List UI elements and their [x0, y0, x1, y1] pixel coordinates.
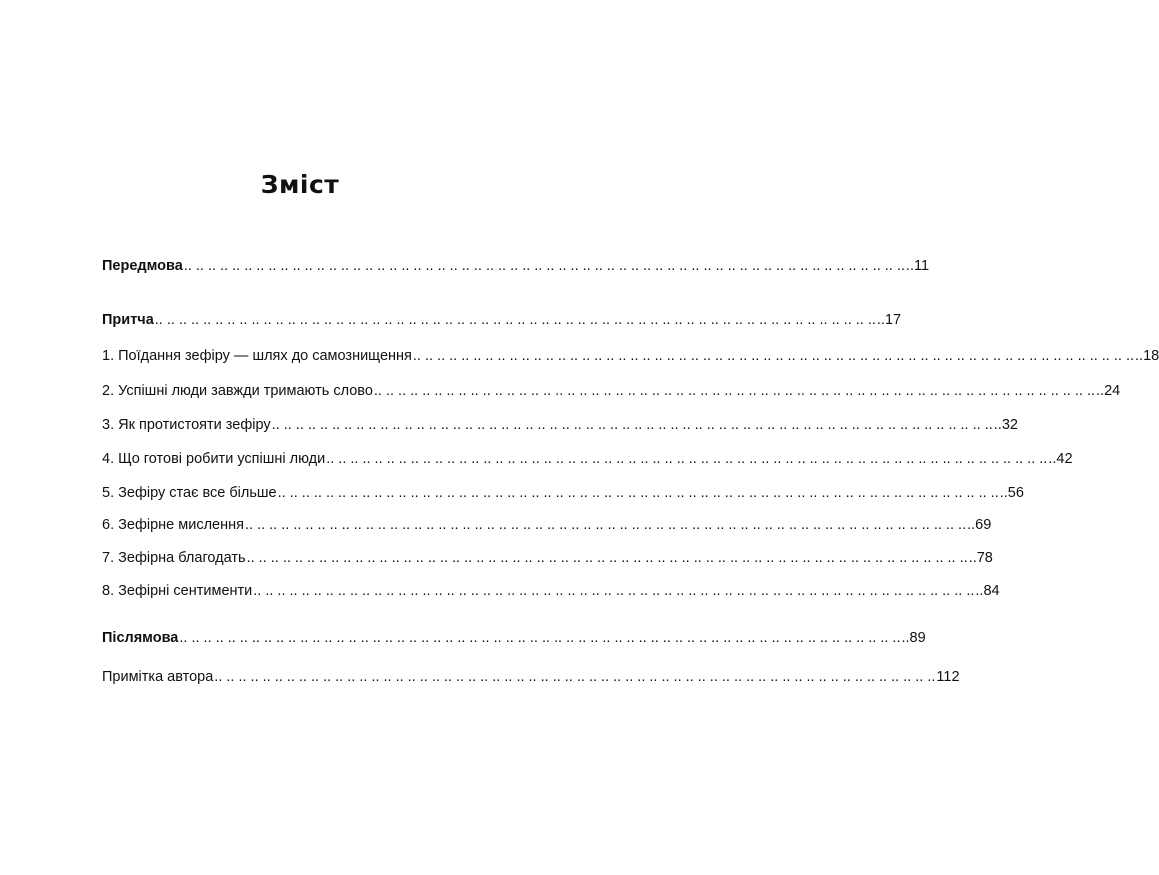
toc-entry-label: 8. Зефірні сентименти [102, 583, 253, 599]
toc-entry-label: 7. Зефірна благодать [102, 550, 246, 566]
toc-entry-label: 2. Успішні люди завжди тримають слово [102, 383, 373, 399]
page-title: Зміст [260, 170, 340, 199]
toc-entry-chapter-1 [102, 347, 1159, 365]
toc-entry-parable [102, 311, 902, 329]
toc-page-number: ..17 [876, 312, 902, 328]
toc-page-number: ..32 [993, 417, 1018, 433]
toc-entry-label: 6. Зефірне мислення [102, 517, 244, 533]
toc-entry-chapter-5 [102, 484, 1024, 502]
toc-entry-label: 3. Як протистояти зефіру [102, 417, 271, 433]
toc-entry-foreword [102, 257, 930, 275]
toc-entry-label: 5. Зефіру стає все більше [102, 485, 277, 501]
toc-page-number: ..89 [901, 630, 926, 646]
toc-entry-author-note [102, 668, 960, 686]
toc-entry-label: 4. Що готові робити успішні люди [102, 451, 326, 467]
dot-leader: .. .. .. .. .. .. .. .. .. .. .. .. .. .. .. .. .. .. .. .. .. .. .. .. .. .. .. .. .. .. .. .. .. .. .. .. .. .. .. .. .. .. .. .. .. .. .. .. .. .. .. .. .. .. .. .. .. .. .. .. [412, 348, 1135, 364]
toc-entry-chapter-4 [102, 450, 1073, 468]
toc-entry-label: Післямова [102, 630, 179, 646]
toc-page-number: ..69 [967, 517, 992, 533]
dot-leader: .. .. .. .. .. .. .. .. .. .. .. .. .. .. .. .. .. .. .. .. .. .. .. .. .. .. .. .. .. .. .. .. .. .. .. .. .. .. .. .. .. .. .. .. .. .. .. .. .. .. .. .. .. .. .. .. .. .. .. .. [277, 485, 999, 501]
toc-entry-chapter-6 [102, 516, 992, 534]
dot-leader: .. .. .. .. .. .. .. .. .. .. .. .. .. .. .. .. .. .. .. .. .. .. .. .. .. .. .. .. .. .. .. .. .. .. .. .. .. .. .. .. .. .. .. .. .. .. .. .. .. .. .. .. .. .. .. .. .. .. .. .. [271, 417, 993, 433]
dot-leader: .. .. .. .. .. .. .. .. .. .. .. .. .. .. .. .. .. .. .. .. .. .. .. .. .. .. .. .. .. .. .. .. .. .. .. .. .. .. .. .. .. .. .. .. .. .. .. .. .. .. .. .. .. .. .. .. .. .. .. .. [373, 383, 1096, 399]
toc-entry-label: Передмова [102, 258, 183, 274]
dot-leader: .. .. .. .. .. .. .. .. .. .. .. .. .. .. .. .. .. .. .. .. .. .. .. .. .. .. .. .. .. .. .. .. .. .. .. .. .. .. .. .. .. .. .. .. .. .. .. .. .. .. .. .. .. .. .. .. .. .. .. .. [179, 630, 901, 646]
toc-page-number: ..56 [999, 485, 1024, 501]
dot-leader: .. .. .. .. .. .. .. .. .. .. .. .. .. .. .. .. .. .. .. .. .. .. .. .. .. .. .. .. .. .. .. .. .. .. .. .. .. .. .. .. .. .. .. .. .. .. .. .. .. .. .. .. .. .. .. .. .. .. .. .. [326, 451, 1048, 467]
toc-page-number: ..78 [968, 550, 993, 566]
toc-entry-chapter-8 [102, 582, 1000, 600]
dot-leader: .. .. .. .. .. .. .. .. .. .. .. .. .. .. .. .. .. .. .. .. .. .. .. .. .. .. .. .. .. .. .. .. .. .. .. .. .. .. .. .. .. .. .. .. .. .. .. .. .. .. .. .. .. .. .. .. .. .. .. .. [183, 258, 905, 274]
toc-entry-label: 1. Поїдання зефіру — шлях до самознищення [102, 348, 412, 364]
toc-page-number: ..42 [1048, 451, 1073, 467]
toc-page-number: ..18 [1135, 348, 1159, 364]
toc-entry-label: Притча [102, 312, 154, 328]
toc-entry-afterword [102, 629, 926, 647]
toc-page-number: 112 [936, 669, 960, 685]
dot-leader: .. .. .. .. .. .. .. .. .. .. .. .. .. .. .. .. .. .. .. .. .. .. .. .. .. .. .. .. .. .. .. .. .. .. .. .. .. .. .. .. .. .. .. .. .. .. .. .. .. .. .. .. .. .. .. .. .. .. .. .. [246, 550, 968, 566]
toc-entry-chapter-7 [102, 549, 993, 567]
dot-leader: .. .. .. .. .. .. .. .. .. .. .. .. .. .. .. .. .. .. .. .. .. .. .. .. .. .. .. .. .. .. .. .. .. .. .. .. .. .. .. .. .. .. .. .. .. .. .. .. .. .. .. .. .. .. .. .. .. .. .. .. [214, 669, 936, 685]
dot-leader: .. .. .. .. .. .. .. .. .. .. .. .. .. .. .. .. .. .. .. .. .. .. .. .. .. .. .. .. .. .. .. .. .. .. .. .. .. .. .. .. .. .. .. .. .. .. .. .. .. .. .. .. .. .. .. .. .. .. .. .. [154, 312, 876, 328]
toc-page-number: ..24 [1096, 383, 1121, 399]
toc-page-number: ..11 [905, 258, 930, 274]
dot-leader: .. .. .. .. .. .. .. .. .. .. .. .. .. .. .. .. .. .. .. .. .. .. .. .. .. .. .. .. .. .. .. .. .. .. .. .. .. .. .. .. .. .. .. .. .. .. .. .. .. .. .. .. .. .. .. .. .. .. .. .. [244, 517, 967, 533]
toc-entry-label: Примітка автора [102, 669, 214, 685]
toc-page-number: ..84 [975, 583, 1000, 599]
dot-leader: .. .. .. .. .. .. .. .. .. .. .. .. .. .. .. .. .. .. .. .. .. .. .. .. .. .. .. .. .. .. .. .. .. .. .. .. .. .. .. .. .. .. .. .. .. .. .. .. .. .. .. .. .. .. .. .. .. .. .. .. [253, 583, 975, 599]
toc-entry-chapter-3 [102, 416, 1018, 434]
toc-entry-chapter-2 [102, 382, 1121, 400]
